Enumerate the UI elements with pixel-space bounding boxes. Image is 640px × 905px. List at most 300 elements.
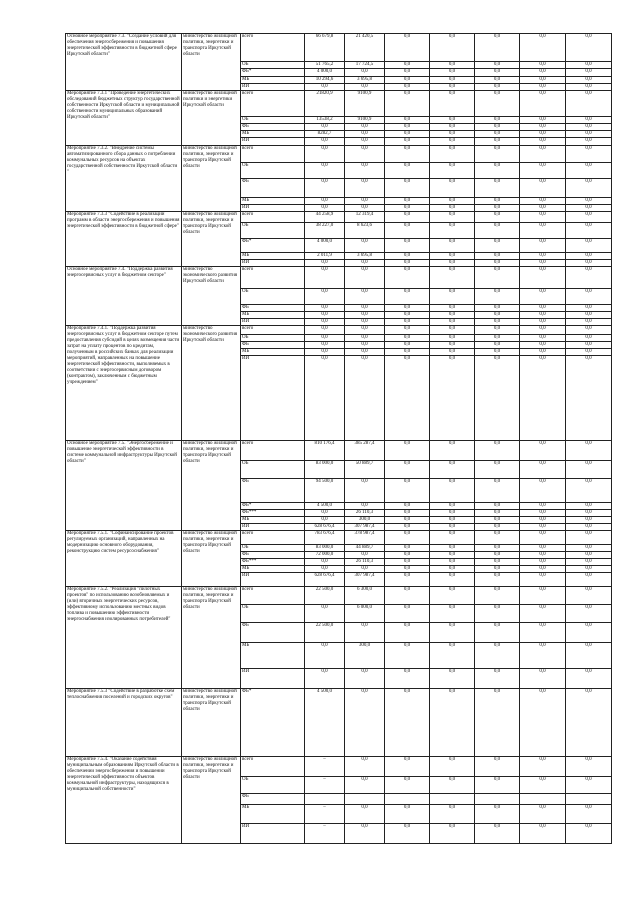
amount-cell: 0,0: [385, 131, 430, 138]
amount-cell: 0,0: [566, 669, 612, 689]
amount-cell: 0,0: [430, 510, 475, 517]
amount-cell: 0,0: [520, 146, 566, 163]
amount-cell: 0,0: [385, 34, 430, 62]
amount-cell: 0,0: [430, 91, 475, 117]
amount-cell: 0,0: [305, 319, 345, 326]
amount-cell: 0,0: [430, 479, 475, 503]
responsible-executor: министерство экономического развития Иркутской области: [182, 326, 241, 441]
amount-cell: 0,0: [475, 117, 520, 124]
amount-cell: 0,0: [566, 805, 612, 824]
amount-cell: 9100,9: [345, 117, 385, 124]
measure-name: Основное мероприятие 7.5. "Энергосбережение и повышение энергетической эффективности в системе коммунальной инфраструктуры Иркутской области": [66, 441, 182, 531]
amount-cell: 0,0: [430, 517, 475, 524]
amount-cell: 0,0: [520, 69, 566, 77]
amount-cell: 0,0: [305, 566, 345, 573]
amount-cell: 4 000,0: [305, 69, 345, 77]
amount-cell: 0,0: [430, 239, 475, 253]
amount-cell: 83 000,0: [305, 545, 345, 552]
amount-cell: 0,0: [475, 349, 520, 356]
amount-cell: 0,0: [475, 77, 520, 84]
amount-cell: 0,0: [566, 253, 612, 260]
amount-cell: 17 724,5: [345, 62, 385, 69]
amount-cell: 0,0: [345, 669, 385, 689]
amount-cell: 0,0: [566, 138, 612, 146]
amount-cell: 0,0: [385, 117, 430, 124]
amount-cell: –: [305, 824, 345, 844]
amount-cell: 0,0: [430, 503, 475, 510]
amount-cell: 0,0: [430, 623, 475, 643]
amount-cell: 0,0: [345, 349, 385, 356]
amount-cell: 0,0: [385, 441, 430, 461]
amount-cell: 0,0: [345, 326, 385, 335]
amount-cell: 0,0: [430, 212, 475, 223]
amount-cell: 0,0: [475, 342, 520, 349]
amount-cell: 0,0: [430, 198, 475, 205]
amount-cell: 0,0: [430, 559, 475, 566]
amount-cell: 0,0: [305, 326, 345, 335]
amount-cell: 0,0: [385, 503, 430, 510]
amount-cell: 0,0: [475, 643, 520, 669]
amount-cell: 0,0: [520, 260, 566, 267]
amount-cell: 0,0: [430, 312, 475, 319]
amount-cell: 0,0: [475, 531, 520, 545]
amount-cell: 0,0: [566, 84, 612, 91]
amount-cell: 0,0: [385, 62, 430, 69]
amount-cell: 8282,7: [305, 131, 345, 138]
funding-source: ОБ: [241, 335, 305, 342]
amount-cell: 0,0: [345, 267, 385, 289]
amount-cell: 0,0: [566, 349, 612, 356]
amount-cell: 0,0: [430, 289, 475, 305]
amount-cell: 0,0: [430, 124, 475, 131]
amount-cell: 0,0: [430, 669, 475, 689]
funding-source: ФБ: [241, 342, 305, 349]
amount-cell: 0,0: [385, 824, 430, 844]
amount-cell: 0,0: [430, 824, 475, 844]
amount-cell: 0,0: [520, 531, 566, 545]
amount-cell: 0,0: [385, 124, 430, 131]
amount-cell: 0,0: [385, 605, 430, 623]
table-row: [66, 757, 612, 777]
amount-cell: 0,0: [385, 198, 430, 205]
amount-cell: 0,0: [385, 566, 430, 573]
amount-cell: 0,0: [520, 205, 566, 212]
amount-cell: 0,0: [430, 587, 475, 605]
amount-cell: 0,0: [566, 131, 612, 138]
funding-source: ФБ*: [241, 689, 305, 757]
amount-cell: 0,0: [566, 479, 612, 503]
amount-cell: 0,0: [520, 91, 566, 117]
amount-cell: 0,0: [475, 223, 520, 239]
table-row: [66, 34, 612, 62]
amount-cell: [475, 794, 520, 805]
amount-cell: 0,0: [305, 356, 345, 441]
amount-cell: 0,0: [305, 335, 345, 342]
amount-cell: 0,0: [475, 552, 520, 559]
funding-source: ОБ: [241, 62, 305, 69]
amount-cell: 0,0: [566, 356, 612, 441]
amount-cell: 0,0: [385, 205, 430, 212]
responsible-executor: министерство жилищной политики и энергетики Иркутской области: [182, 91, 241, 146]
amount-cell: 0,0: [430, 34, 475, 62]
amount-cell: 0,0: [430, 163, 475, 179]
amount-cell: 0,0: [430, 805, 475, 824]
amount-cell: 0,0: [566, 205, 612, 212]
amount-cell: 9100,9: [345, 91, 385, 117]
amount-cell: 0,0: [305, 312, 345, 319]
amount-cell: 0,0: [520, 342, 566, 349]
amount-cell: –: [305, 777, 345, 794]
amount-cell: 72 000,0: [305, 552, 345, 559]
amount-cell: 44 258,9: [305, 212, 345, 223]
amount-cell: 0,0: [566, 239, 612, 253]
amount-cell: 0,0: [566, 605, 612, 623]
amount-cell: 0,0: [475, 524, 520, 531]
amount-cell: 0,0: [305, 146, 345, 163]
measure-name: Мероприятие 7.5.1. "Софинансирование проектов регулируемых организаций, направленных на модернизацию основного оборудования, реконструкцию систем ресурсоснабжения": [66, 531, 182, 587]
amount-cell: 0,0: [520, 179, 566, 198]
amount-cell: 0,0: [566, 757, 612, 777]
amount-cell: 0,0: [566, 643, 612, 669]
amount-cell: 0,0: [520, 335, 566, 342]
amount-cell: 0,0: [385, 573, 430, 587]
amount-cell: 0,0: [305, 669, 345, 689]
amount-cell: 378 987,4: [345, 531, 385, 545]
funding-source: всего: [241, 212, 305, 223]
funding-source: всего: [241, 146, 305, 163]
amount-cell: 0,0: [475, 179, 520, 198]
amount-cell: 0,0: [345, 479, 385, 503]
amount-cell: 0,0: [520, 479, 566, 503]
amount-cell: 0,0: [520, 623, 566, 643]
amount-cell: 0,0: [566, 305, 612, 312]
amount-cell: 0,0: [475, 479, 520, 503]
amount-cell: 0,0: [430, 146, 475, 163]
amount-cell: 0,0: [475, 517, 520, 524]
amount-cell: 0,0: [475, 805, 520, 824]
amount-cell: 0,0: [566, 777, 612, 794]
amount-cell: 0,0: [345, 777, 385, 794]
amount-cell: 0,0: [430, 131, 475, 138]
funding-source: МБ: [241, 198, 305, 205]
funding-source: ФБ***: [241, 510, 305, 517]
amount-cell: 0,0: [345, 124, 385, 131]
funding-source: МБ: [241, 566, 305, 573]
table-row: [66, 326, 612, 335]
amount-cell: 0,0: [566, 824, 612, 844]
amount-cell: 0,0: [566, 335, 612, 342]
amount-cell: 0,0: [305, 342, 345, 349]
amount-cell: 0,0: [345, 163, 385, 179]
amount-cell: 26 110,3: [345, 510, 385, 517]
funding-source: всего: [241, 34, 305, 62]
amount-cell: 0,0: [475, 305, 520, 312]
amount-cell: 0,0: [520, 605, 566, 623]
amount-cell: 0,0: [385, 289, 430, 305]
amount-cell: 0,0: [305, 198, 345, 205]
amount-cell: 0,0: [520, 545, 566, 552]
amount-cell: 0,0: [430, 205, 475, 212]
amount-cell: 0,0: [345, 179, 385, 198]
amount-cell: 0,0: [566, 566, 612, 573]
amount-cell: 0,0: [475, 566, 520, 573]
funding-source: ИИ: [241, 260, 305, 267]
funding-source: ИИ: [241, 138, 305, 146]
funding-source: ИИ: [241, 319, 305, 326]
amount-cell: 0,0: [520, 689, 566, 757]
amount-cell: 0,0: [385, 689, 430, 757]
funding-source: ФБ*: [241, 239, 305, 253]
funding-source: МБ: [241, 349, 305, 356]
amount-cell: 0,0: [430, 643, 475, 669]
amount-cell: 0,0: [520, 289, 566, 305]
funding-source: ИИ: [241, 356, 305, 441]
amount-cell: 0,0: [345, 757, 385, 777]
amount-cell: 0,0: [430, 342, 475, 349]
amount-cell: 26 110,3: [345, 559, 385, 566]
amount-cell: 0,0: [305, 179, 345, 198]
amount-cell: 0,0: [305, 289, 345, 305]
amount-cell: 0,0: [385, 163, 430, 179]
funding-source: ФБ: [241, 124, 305, 131]
amount-cell: 0,0: [566, 62, 612, 69]
amount-cell: 21 420,5: [345, 34, 385, 62]
amount-cell: 0,0: [475, 335, 520, 342]
amount-cell: 0,0: [345, 239, 385, 253]
amount-cell: 0,0: [430, 552, 475, 559]
amount-cell: 0,0: [385, 239, 430, 253]
amount-cell: 51 765,2: [305, 62, 345, 69]
measure-name: Основное мероприятие 7.3. "Создание условий для обеспечения энергосбережения и повышения энергетической эффективности в бюджетной сфере Иркутской области": [66, 34, 182, 91]
amount-cell: 0,0: [566, 91, 612, 117]
amount-cell: 0,0: [475, 91, 520, 117]
funding-source: ИИ: [241, 84, 305, 91]
amount-cell: 0,0: [385, 253, 430, 260]
amount-cell: 0,0: [566, 267, 612, 289]
amount-cell: 0,0: [520, 517, 566, 524]
funding-source: ФБ: [241, 179, 305, 198]
amount-cell: 66 679,8: [305, 34, 345, 62]
amount-cell: 94 500,0: [305, 479, 345, 503]
amount-cell: 0,0: [566, 212, 612, 223]
amount-cell: 0,0: [345, 623, 385, 643]
funding-source: всего: [241, 587, 305, 605]
amount-cell: 0,0: [520, 239, 566, 253]
amount-cell: 0,0: [430, 138, 475, 146]
amount-cell: 0,0: [520, 356, 566, 441]
amount-cell: 0,0: [305, 559, 345, 566]
amount-cell: 0,0: [345, 552, 385, 559]
amount-cell: 0,0: [385, 212, 430, 223]
amount-cell: 0,0: [566, 146, 612, 163]
amount-cell: 0,0: [385, 552, 430, 559]
amount-cell: 0,0: [385, 349, 430, 356]
amount-cell: 307 987,4: [345, 573, 385, 587]
amount-cell: [520, 794, 566, 805]
amount-cell: 0,0: [305, 305, 345, 312]
amount-cell: 0,0: [520, 62, 566, 69]
amount-cell: 0,0: [520, 669, 566, 689]
amount-cell: 0,0: [520, 124, 566, 131]
amount-cell: 0,0: [520, 757, 566, 777]
amount-cell: 3 695,8: [345, 253, 385, 260]
amount-cell: 0,0: [430, 757, 475, 777]
amount-cell: 0,0: [345, 824, 385, 844]
amount-cell: 12 319,4: [345, 212, 385, 223]
amount-cell: 4 500,0: [305, 689, 345, 757]
amount-cell: 0,0: [520, 441, 566, 461]
amount-cell: 0,0: [385, 312, 430, 319]
amount-cell: 0,0: [430, 335, 475, 342]
amount-cell: 0,0: [566, 503, 612, 510]
funding-source: всего: [241, 326, 305, 335]
responsible-executor: министерство жилищной политики, энергетики и транспорта Иркутской области: [182, 689, 241, 757]
measure-name: Мероприятие 7.5.3 "Содействие в разработке схем теплоснабжения поселений и городских округов": [66, 689, 182, 757]
funding-source: всего: [241, 91, 305, 117]
amount-cell: 0,0: [305, 510, 345, 517]
amount-cell: 0,0: [345, 319, 385, 326]
amount-cell: 10 294,6: [305, 77, 345, 84]
table-row: [66, 689, 612, 757]
amount-cell: 0,0: [475, 312, 520, 319]
amount-cell: 0,0: [430, 179, 475, 198]
amount-cell: 0,0: [385, 326, 430, 335]
amount-cell: 0,0: [475, 777, 520, 794]
amount-cell: 0,0: [566, 223, 612, 239]
amount-cell: 0,0: [430, 62, 475, 69]
amount-cell: 0,0: [430, 260, 475, 267]
amount-cell: 0,0: [566, 510, 612, 517]
measure-name: Мероприятие 7.5.2. "Реализация "пилотных проектов" по использованию возобновляемых и (или) вторичных энергетических ресурсов, эффективному использованию местных видов топлива и повышению эффективности энергоснабжения изолированных потребителей": [66, 587, 182, 689]
funding-source: ФБ***: [241, 559, 305, 566]
amount-cell: 0,0: [520, 312, 566, 319]
amount-cell: 0,0: [385, 305, 430, 312]
responsible-executor: министерство жилищной политики, энергетики и транспорта Иркутской области: [182, 441, 241, 531]
funding-source: ФБ*: [241, 503, 305, 510]
measure-name: Мероприятие 7.3.1 "Проведение энергетических обследований бюджетных структур государственной собственности Иркутской области и муниципальной собственности муниципальных образований Иркутской области": [66, 91, 182, 146]
amount-cell: 3 695,8: [345, 77, 385, 84]
funding-source: всего: [241, 267, 305, 289]
amount-cell: 0,0: [475, 326, 520, 335]
funding-source: ОБ: [241, 545, 305, 552]
amount-cell: 0,0: [475, 146, 520, 163]
document-sheet: [65, 33, 611, 844]
amount-cell: 0,0: [520, 643, 566, 669]
amount-cell: 0,0: [385, 805, 430, 824]
amount-cell: 0,0: [305, 643, 345, 669]
measure-name: Мероприятие 7.3.3 "Содействие в реализации программ в области энергосбережения и повышения энергетической эффективности в бюджетной сфере": [66, 212, 182, 267]
amount-cell: 0,0: [305, 349, 345, 356]
measure-name: Основное мероприятие 7.4. "Поддержка развития энергосервисных услуг в бюджетном секторе": [66, 267, 182, 326]
amount-cell: 0,0: [566, 524, 612, 531]
amount-cell: 628 676,4: [305, 573, 345, 587]
amount-cell: 0,0: [345, 503, 385, 510]
funding-source: ОБ: [241, 777, 305, 794]
amount-cell: 0,0: [520, 117, 566, 124]
amount-cell: 0,0: [430, 356, 475, 441]
amount-cell: 0,0: [566, 117, 612, 124]
funding-source: МБ: [241, 77, 305, 84]
amount-cell: 0,0: [430, 253, 475, 260]
amount-cell: 0,0: [385, 643, 430, 669]
amount-cell: 0,0: [520, 138, 566, 146]
amount-cell: 0,0: [430, 77, 475, 84]
amount-cell: 0,0: [385, 342, 430, 349]
amount-cell: 22 500,0: [305, 587, 345, 605]
amount-cell: 0,0: [430, 319, 475, 326]
amount-cell: 0,0: [345, 305, 385, 312]
amount-cell: [345, 794, 385, 805]
amount-cell: 0,0: [566, 623, 612, 643]
amount-cell: 0,0: [475, 757, 520, 777]
amount-cell: 50 889,7: [345, 461, 385, 479]
amount-cell: 0,0: [345, 205, 385, 212]
amount-cell: 0,0: [475, 319, 520, 326]
amount-cell: 0,0: [520, 503, 566, 510]
amount-cell: 0,0: [305, 84, 345, 91]
funding-source: ОБ: [241, 163, 305, 179]
amount-cell: [430, 794, 475, 805]
amount-cell: 0,0: [345, 335, 385, 342]
amount-cell: 0,0: [520, 223, 566, 239]
amount-cell: 6 000,0: [345, 605, 385, 623]
amount-cell: 0,0: [475, 131, 520, 138]
amount-cell: 0,0: [566, 559, 612, 566]
amount-cell: 0,0: [345, 260, 385, 267]
table-row: [66, 587, 612, 605]
amount-cell: 0,0: [520, 267, 566, 289]
amount-cell: 0,0: [385, 757, 430, 777]
table-row: [66, 91, 612, 117]
amount-cell: 0,0: [475, 163, 520, 179]
amount-cell: 307 987,4: [345, 524, 385, 531]
amount-cell: 0,0: [430, 223, 475, 239]
amount-cell: 0,0: [385, 517, 430, 524]
amount-cell: 0,0: [566, 319, 612, 326]
amount-cell: 0,0: [345, 566, 385, 573]
amount-cell: 0,0: [566, 531, 612, 545]
amount-cell: 0,0: [475, 267, 520, 289]
measure-name: Мероприятие 7.5.4. "Оказание содействия муниципальным образованиям Иркутской области в обеспечении энергосбережения и повышении энергетической эффективности объектов коммунальной инфраструктуры, находящихся в муниципальной собственности": [66, 757, 182, 844]
amount-cell: 21820,9: [305, 91, 345, 117]
amount-cell: 783 676,4: [305, 531, 345, 545]
amount-cell: 0,0: [566, 545, 612, 552]
amount-cell: 0,0: [345, 312, 385, 319]
amount-cell: 0,0: [520, 198, 566, 205]
amount-cell: 0,0: [430, 545, 475, 552]
amount-cell: 0,0: [305, 260, 345, 267]
amount-cell: 0,0: [385, 319, 430, 326]
amount-cell: –: [305, 757, 345, 777]
responsible-executor: министерство жилищной политики, энергетики и транспорта Иркутской области: [182, 146, 241, 212]
amount-cell: 0,0: [566, 552, 612, 559]
funding-source: ИИ: [241, 524, 305, 531]
amount-cell: 22 500,0: [305, 623, 345, 643]
amount-cell: 810 176,4: [305, 441, 345, 461]
amount-cell: 0,0: [566, 441, 612, 461]
amount-cell: 2 011,9: [305, 253, 345, 260]
amount-cell: 0,0: [475, 689, 520, 757]
amount-cell: 0,0: [305, 605, 345, 623]
amount-cell: 0,0: [566, 260, 612, 267]
amount-cell: 0,0: [520, 349, 566, 356]
amount-cell: 0,0: [475, 503, 520, 510]
amount-cell: 0,0: [430, 777, 475, 794]
amount-cell: 0,0: [430, 349, 475, 356]
table-row: [66, 267, 612, 289]
funding-source: МБ: [241, 643, 305, 669]
funding-source: ОБ: [241, 223, 305, 239]
